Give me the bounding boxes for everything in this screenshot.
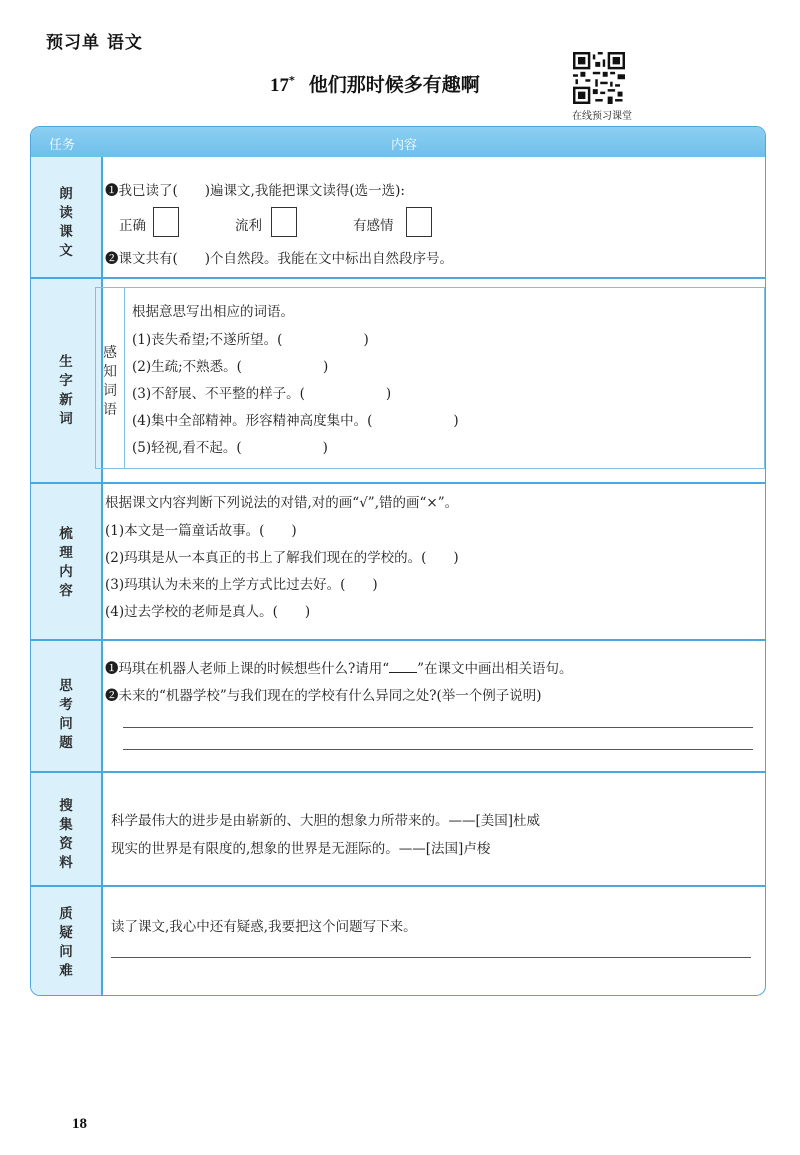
section-label-sorting: 梳 理 内 容 xyxy=(59,526,73,599)
sorting-intro: 根据课文内容判断下列说法的对错,对的画“√”,错的画“×”。 xyxy=(105,495,459,511)
quote-line: 科学最伟大的进步是由崭新的、大胆的想象力所带来的。——[美国]杜威 xyxy=(111,813,541,829)
vocab-sublabel: 感 知 词 语 xyxy=(103,345,117,418)
lesson-title xyxy=(270,70,570,97)
row-divider xyxy=(31,639,765,641)
option-label-fluent: 流利 xyxy=(235,218,262,234)
underline-sample xyxy=(389,671,417,673)
section-label-collect: 搜 集 资 料 xyxy=(59,798,73,871)
thinking-question-1: ❶玛琪在机器人老师上课的时候想些什么?请用“ ”在课文中画出相关语句。 xyxy=(105,661,573,677)
vocab-item: (4)集中全部精神。形容精神高度集中。( ) xyxy=(132,413,459,429)
lesson-star: * xyxy=(289,73,295,87)
quote-line: 现实的世界是有限度的,想象的世界是无涯际的。——[法国]卢梭 xyxy=(111,841,491,857)
option-label-expressive: 有感情 xyxy=(353,218,394,234)
table-header xyxy=(31,127,765,157)
vocab-box xyxy=(95,287,765,469)
vocab-item: (2)生疏;不熟悉。( ) xyxy=(132,359,329,375)
thinking-question-2: ❷未来的“机器学校”与我们现在的学校有什么异同之处?(举一个例子说明) xyxy=(105,688,542,704)
reading-question-2: ❷课文共有( )个自然段。我能在文中标出自然段序号。 xyxy=(105,251,454,267)
section-label-thinking: 思 考 问 题 xyxy=(59,678,73,751)
sorting-item: (4)过去学校的老师是真人。( ) xyxy=(105,604,311,620)
vocab-item: (5)轻视,看不起。( ) xyxy=(132,440,328,456)
qr-caption: 在线预习课堂 xyxy=(572,111,632,122)
lesson-number: 17 xyxy=(270,75,289,96)
sorting-item: (3)玛琪认为未来的上学方式比过去好。( ) xyxy=(105,577,378,593)
section-label-reading: 朗 读 课 文 xyxy=(59,186,73,259)
vocab-sublabel-column xyxy=(96,288,125,468)
preview-table xyxy=(30,126,766,996)
row-divider xyxy=(31,885,765,887)
answer-line[interactable] xyxy=(111,957,751,958)
column-header-content: 内容 xyxy=(391,138,418,153)
column-header-task: 任务 xyxy=(49,138,76,153)
checkbox-fluent[interactable] xyxy=(271,207,297,237)
sorting-item: (1)本文是一篇童话故事。( ) xyxy=(105,523,297,539)
reading-question-1: ❶我已读了( )遍课文,我能把课文读得(选一选): xyxy=(105,183,405,199)
checkbox-expressive[interactable] xyxy=(406,207,432,237)
row-divider xyxy=(31,771,765,773)
qr-code-icon[interactable] xyxy=(573,52,625,104)
answer-line[interactable] xyxy=(123,727,753,728)
vocab-item: (1)丧失希望;不遂所望。( ) xyxy=(132,332,369,348)
row-divider xyxy=(31,277,765,279)
page-header: 预习单 语文 xyxy=(46,33,143,53)
vocab-intro: 根据意思写出相应的词语。 xyxy=(132,304,294,320)
page-number: 18 xyxy=(72,1116,87,1132)
row-divider xyxy=(31,482,765,484)
section-label-question: 质 疑 问 难 xyxy=(59,906,73,979)
answer-line[interactable] xyxy=(123,749,753,750)
vocab-item: (3)不舒展、不平整的样子。( ) xyxy=(132,386,392,402)
section-label-vocab: 生 字 新 词 xyxy=(59,354,73,427)
lesson-name: 他们那时候多有趣啊 xyxy=(308,74,480,96)
question-prompt: 读了课文,我心中还有疑惑,我要把这个问题写下来。 xyxy=(111,919,417,935)
column-divider xyxy=(101,157,103,995)
sorting-item: (2)玛琪是从一本真正的书上了解我们现在的学校的。( ) xyxy=(105,550,459,566)
checkbox-correct[interactable] xyxy=(153,207,179,237)
option-label-correct: 正确 xyxy=(119,218,146,234)
